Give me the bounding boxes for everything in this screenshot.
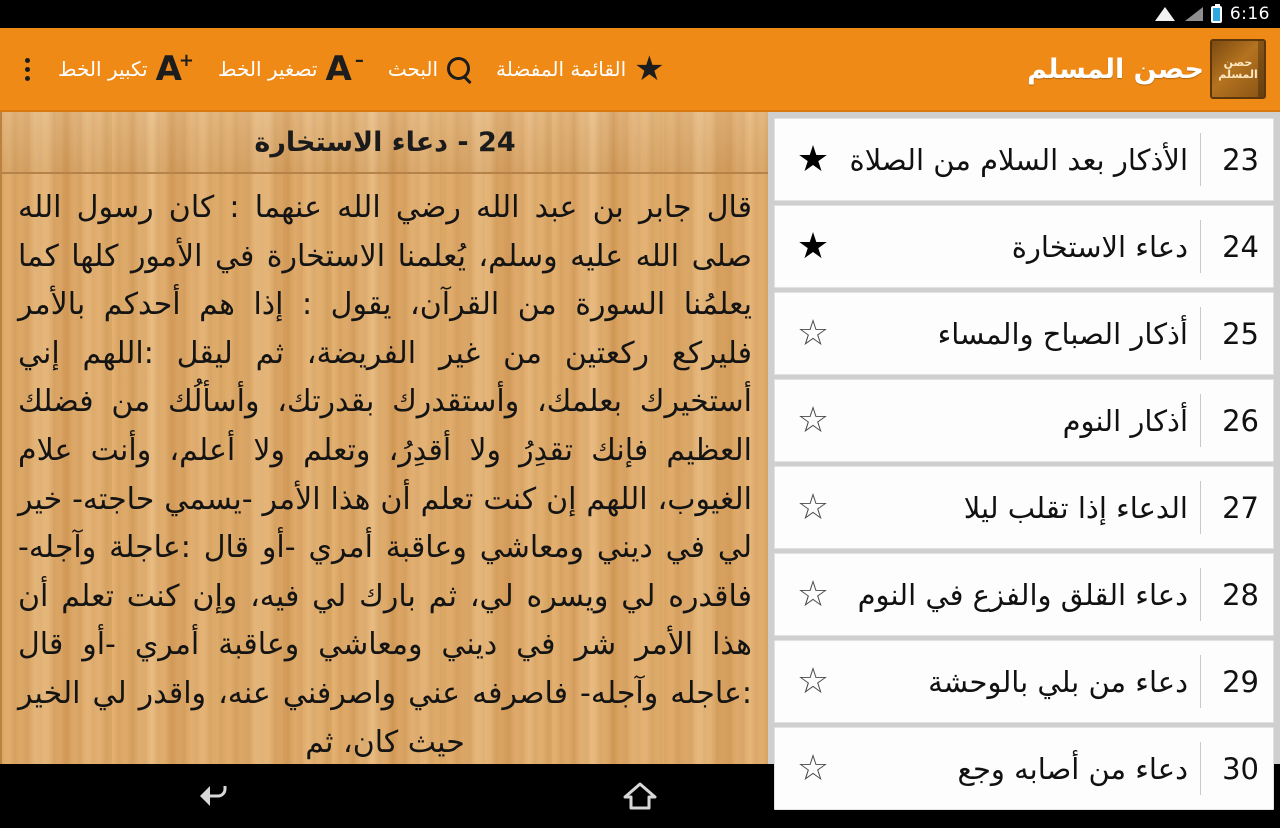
battery-icon — [1211, 6, 1222, 23]
list-item-number: 23 — [1222, 142, 1259, 177]
list-item-number: 29 — [1222, 664, 1259, 699]
list-item-label: أذكار النوم — [1062, 403, 1188, 438]
star-outline-icon: ☆ — [796, 747, 830, 789]
list-item[interactable] — [774, 466, 1274, 549]
list-item[interactable] — [774, 379, 1274, 462]
document-pane[interactable] — [0, 112, 768, 764]
list-item[interactable] — [774, 640, 1274, 723]
list-item-divider — [1200, 481, 1201, 534]
star-outline-icon: ☆ — [796, 660, 830, 702]
favorite-toggle[interactable] — [785, 486, 841, 528]
list-item[interactable] — [774, 118, 1274, 201]
font-increase-sign: + — [178, 50, 194, 71]
favorite-toggle[interactable] — [785, 225, 841, 267]
list-item-label: دعاء الاستخارة — [1011, 229, 1188, 264]
search-label: البحث — [387, 57, 439, 81]
list-item-label: دعاء من أصابه وجع — [957, 751, 1188, 786]
list-item-divider — [1200, 220, 1201, 273]
list-item-divider — [1200, 307, 1201, 360]
home-button[interactable] — [580, 772, 700, 820]
document-body: قال جابر بن عبد الله رضي الله عنهما : كان رسول الله صلى الله عليه وسلم، يُعلمنا الاستخارة في الأمور كلها كما يعلمُنا السورة من القرآن، يقول : إذا هم أحدكم بالأمر فليركع ركعتين من غير الفريضة، ثم ليقل :اللهم إني أستخيرك بعلمك، وأستقدرك بقدرتك، وأسألُك من فضلك العظيم فإنك تقدِرُ ولا أقدِرُ، وتعلم ولا أعلم، وأنت علام الغيوب، اللهم إن كنت تعلم أن هذا الأمر -يسمي حاجته- خير لي في ديني ومعاشي وعاقبة أمري -أو قال :عاجلة وآجله- فاقدره لي ويسره لي، ثم بارك لي فيه، وإن كنت تعلم أن هذا الأمر شر في ديني ومعاشي وعاقبة أمري -أو قال :عاجله وآجله- فاصرفه عني واصرفني عنه، واقدر لي الخير حيث كان، ثم — [18, 190, 752, 760]
list-item[interactable] — [774, 205, 1274, 288]
font-decrease-icon: A – — [325, 49, 364, 89]
favorite-toggle[interactable] — [785, 660, 841, 702]
list-item-divider — [1200, 742, 1201, 795]
font-increase-icon: A + — [155, 49, 194, 89]
overflow-dot — [25, 67, 30, 72]
favorite-toggle[interactable] — [785, 138, 841, 180]
favorite-toggle[interactable] — [785, 573, 841, 615]
list-item-label: دعاء القلق والفزع في النوم — [857, 577, 1188, 612]
increase-font-label: تكبير الخط — [58, 57, 148, 81]
chapter-list[interactable] — [768, 112, 1280, 789]
favorites-button[interactable] — [486, 39, 675, 99]
favorites-label: القائمة المفضلة — [496, 57, 627, 81]
list-item-divider — [1200, 394, 1201, 447]
list-item-number: 27 — [1222, 490, 1259, 525]
favorite-toggle[interactable] — [785, 747, 841, 789]
overflow-dot — [25, 58, 30, 63]
signal-icon — [1183, 6, 1203, 22]
list-item-number: 26 — [1222, 403, 1259, 438]
star-filled-icon: ★ — [796, 225, 830, 267]
font-decrease-sign: – — [354, 50, 364, 71]
app-logo-text: حصن المسلم — [1218, 55, 1258, 81]
list-item-label: الأذكار بعد السلام من الصلاة — [849, 142, 1188, 177]
decrease-font-button[interactable] — [208, 39, 374, 99]
list-item-number: 25 — [1222, 316, 1259, 351]
star-outline-icon: ☆ — [796, 399, 830, 441]
decrease-font-label: تصغير الخط — [217, 57, 318, 81]
star-outline-icon: ☆ — [796, 312, 830, 354]
back-icon — [196, 782, 230, 810]
status-clock: 6:16 — [1229, 4, 1270, 24]
favorite-toggle[interactable] — [785, 312, 841, 354]
app-logo-icon — [1210, 39, 1266, 99]
list-item-divider — [1200, 655, 1201, 708]
list-item[interactable] — [774, 553, 1274, 636]
search-icon — [446, 56, 472, 82]
status-bar — [0, 0, 1280, 28]
list-item-number: 28 — [1222, 577, 1259, 612]
list-item-divider — [1200, 133, 1201, 186]
increase-font-button[interactable] — [48, 39, 204, 99]
app-title: حصن المسلم — [1027, 53, 1204, 85]
favorite-toggle[interactable] — [785, 399, 841, 441]
list-item-number: 24 — [1222, 229, 1259, 264]
overflow-dot — [25, 76, 30, 81]
star-filled-icon: ★ — [634, 49, 665, 89]
document-title: 24 - دعاء الاستخارة — [2, 112, 768, 174]
main-content — [0, 112, 1280, 789]
star-outline-icon: ☆ — [796, 486, 830, 528]
list-item-divider — [1200, 568, 1201, 621]
list-item-label: أذكار الصباح والمساء — [937, 316, 1188, 351]
search-button[interactable] — [378, 39, 482, 99]
list-item[interactable] — [774, 292, 1274, 375]
home-icon — [623, 781, 657, 811]
action-bar — [0, 28, 1280, 112]
list-item-label: دعاء من بلي بالوحشة — [928, 664, 1188, 699]
list-item[interactable] — [774, 727, 1274, 810]
star-filled-icon: ★ — [796, 138, 830, 180]
overflow-menu-icon[interactable] — [14, 58, 40, 81]
list-item-number: 30 — [1222, 751, 1259, 786]
list-item-label: الدعاء إذا تقلب ليلا — [963, 490, 1188, 525]
star-outline-icon: ☆ — [796, 573, 830, 615]
wifi-icon — [1155, 6, 1175, 22]
action-bar-actions — [10, 39, 675, 99]
back-button[interactable] — [153, 772, 273, 820]
